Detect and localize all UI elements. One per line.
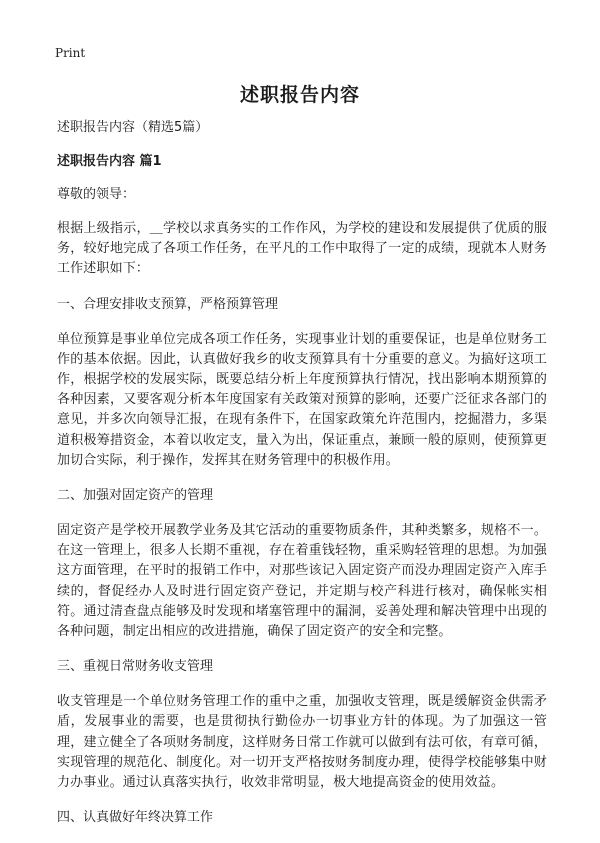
print-link[interactable]: Print [55,46,86,60]
item-heading-2: 二、加强对固定资产的管理 [57,488,214,504]
item-heading-3: 三、重视日常财务收支管理 [57,659,214,675]
page-title: 述职报告内容 [239,84,360,106]
item-paragraph-2: 固定资产是学校开展教学业务及其它活动的重要物质条件，其种类繁多，规格不一。在这一管理上，很多人长期不重视，存在着重钱轻物，重采购轻管理的思想。为加强这方面管理，在平时的报销工作中，对那些该记入固定资产而没办理固定资产入库手续的，督促经办人及时进行固定资产登记，并定期与校产科进行核对，确保帐实相符。通过清查盘点能够及时发现和堵塞管理中的漏洞，妥善处理和解决管理中出现的各种问题，制定出相应的改进措施，确保了固定资产的安全和完整。 [57,523,547,640]
item-heading-1: 一、合理安排收支预算，严格预算管理 [57,296,279,312]
greeting-text: 尊敬的领导： [57,187,136,202]
document-body [57,118,547,843]
item-paragraph-3: 收支管理是一个单位财务管理工作的重中之重，加强收支管理，既是缓解资金供需矛盾，发展事业的需要，也是贯彻执行勤俭办一切事业方针的体现。为了加强这一管理，建立健全了各项财务制度，这样财务日常工作就可以做到有法可依，有章可循，实现管理的规范化、制度化。对一切开支严格按财务制度办理，使得学校能够集中财力办事业。通过认真落实执行，收效非常明显，极大地提高资金的使用效益。 [57,694,547,791]
item-heading-4: 四、认真做好年终决算工作 [57,810,214,826]
intro-paragraph: 根据上级指示，＿学校以求真务实的工作作风，为学校的建设和发展提供了优质的服务，较好地完成了各项工作任务，在平凡的工作中取得了一定的成绩，现就本人财务工作述职如下： [57,221,547,277]
section-heading: 述职报告内容 篇1 [57,154,162,169]
document-subtitle: 述职报告内容（精选5篇） [57,120,209,135]
item-paragraph-1: 单位预算是事业单位完成各项工作任务，实现事业计划的重要保证，也是单位财务工作的基本依据。因此，认真做好我乡的收支预算具有十分重要的意义。为搞好这项工作，根据学校的发展实际，既要总结分析上年度预算执行情况，找出影响本期预算的各种因素，又要客观分析本年度国家有关政策对预算的影响，还要广泛征求各部门的意见，并多次向领导汇报，在现有条件下，在国家政策允许范围内，挖掘潜力，多渠道积极筹措资金，本着以收定支，量入为出，保证重点，兼顾一般的原则，使预算更加切合实际，利于操作，发挥其在财务管理中的积极作用。 [57,331,547,468]
